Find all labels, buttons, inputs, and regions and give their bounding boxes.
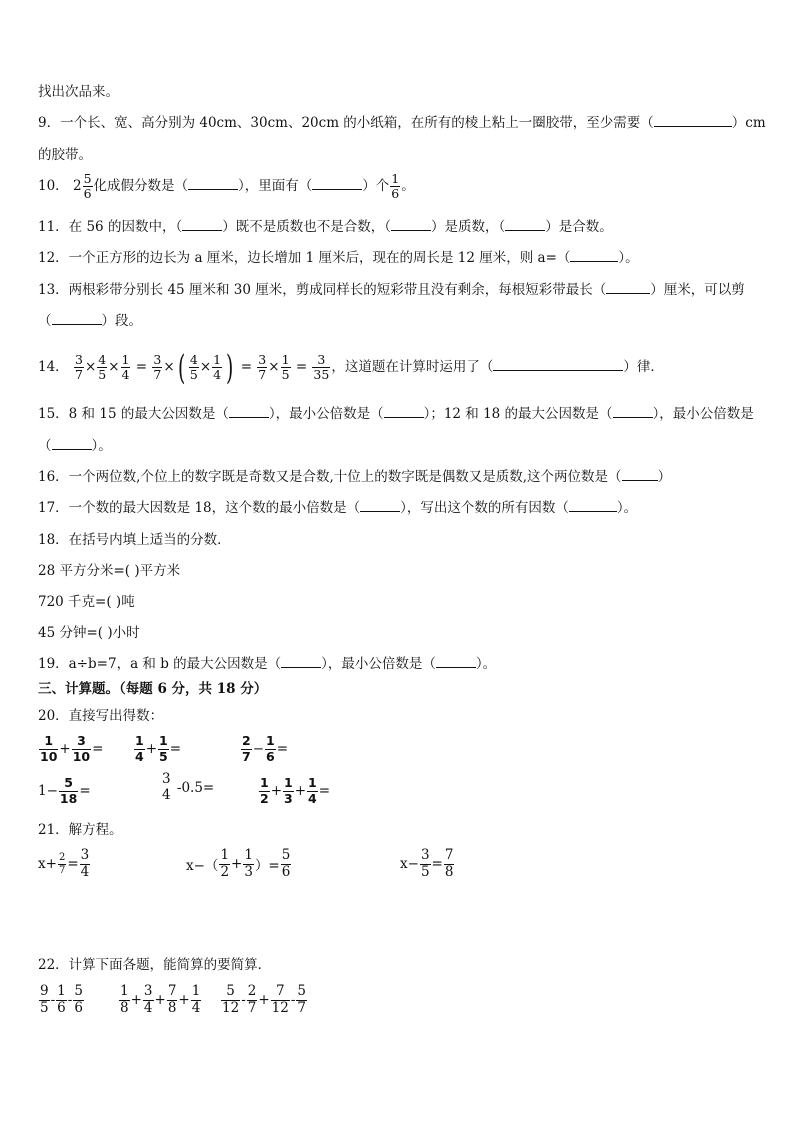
- question-20: 20．直接写出得数：: [38, 708, 164, 724]
- answer-blank[interactable]: [436, 655, 476, 668]
- fraction: $\frac{1}{6}$: [391, 170, 400, 201]
- question-17: 17．一个数的最大因数是 18，这个数的最小倍数是（ ），写出这个数的所有因数（ ）。: [38, 500, 638, 516]
- answer-blank[interactable]: [384, 405, 424, 418]
- q18-line-3[interactable]: 45 分钟=( )小时: [38, 625, 140, 641]
- question-13: 13．两根彩带分别长 45 厘米和 30 厘米，剪成同样长的短彩带且没有剩余，每根短彩带最长（ ）厘米，可以剪: [38, 282, 745, 298]
- question-15-cont: （ ）。: [38, 438, 112, 454]
- question-16: 16．一个两位数,个位上的数字既是奇数又是合数,十位上的数字既是偶数又是质数,这个两位数是（ ）: [38, 469, 672, 485]
- q21-equation-2: x−（ $\frac{1}{2}$ + $\frac{1}{3}$ ）= $\frac{5}{6}$: [186, 847, 291, 880]
- answer-blank[interactable]: [188, 177, 238, 190]
- q18-line-2[interactable]: 720 千克=( )吨: [38, 594, 135, 610]
- section-3-title: 三、计算题。（每题 6 分，共 18 分）: [38, 681, 268, 697]
- question-14: 14． $\frac{3}{7}$ × $\frac{4}{5}$ × $\frac{1}{4}$ = $\frac{3}{7}$ ×( $\frac{4}{5}$ × $\frac{1}{4}$ ) = $\frac{3}{7}$ × $\frac{1}{5}$ = $\frac{3}{35}$ ，这道题在计算时运用了（ ）律．: [38, 347, 664, 388]
- q21-equation-1: x+ $\frac{2}{7}$ = $\frac{3}{4}$: [38, 847, 90, 880]
- question-13-cont: （ ）段。: [38, 313, 142, 329]
- answer-blank[interactable]: [505, 218, 545, 231]
- answer-blank[interactable]: [654, 114, 732, 127]
- question-22: 22．计算下面各题，能简算的要简算．: [38, 957, 272, 973]
- q22-expr-2: $\frac{1}{8}$ + $\frac{3}{4}$ + $\frac{7}{8}$ + $\frac{1}{4}$: [120, 983, 201, 1016]
- answer-blank[interactable]: [52, 437, 92, 450]
- q18-line-1[interactable]: 28 平方分米=( )平方米: [38, 563, 181, 579]
- answer-blank[interactable]: [312, 177, 362, 190]
- question-11: 11．在 56 的因数中，（ ）既不是质数也不是合数，（ ）是质数，（ ）是合数。: [38, 219, 613, 235]
- question-9-cont: 的胶带。: [38, 147, 92, 163]
- question-10: 10． 2 $\frac{5}{6}$ 化成假分数是（ ），里面有（ ）个 $\frac{1}{6}$ 。: [38, 170, 415, 201]
- answer-blank[interactable]: [622, 468, 658, 481]
- answer-blank[interactable]: [493, 358, 623, 371]
- question-9: 9．一个长、宽、高分别为 40cm、30cm、20cm 的小纸箱，在所有的棱上粘上一圈胶带，至少需要（ ）cm: [38, 115, 766, 131]
- q20-expr-2: $\frac{1}{4}$ + $\frac{1}{5}$ =: [135, 733, 182, 764]
- question-21: 21．解方程。: [38, 822, 123, 838]
- answer-blank[interactable]: [281, 655, 321, 668]
- answer-blank[interactable]: [229, 405, 269, 418]
- fraction: $\frac{5}{6}$: [83, 170, 92, 201]
- answer-blank[interactable]: [182, 218, 222, 231]
- answer-blank[interactable]: [360, 499, 400, 512]
- question-15: 15．8 和 15 的最大公因数是（ ），最小公倍数是（ ）；12 和 18 的最大公因数是（ ），最小公倍数是: [38, 406, 754, 422]
- q20-expr-4: 1− $\frac{5}{18}$ =: [38, 775, 91, 806]
- answer-blank[interactable]: [569, 499, 617, 512]
- answer-blank[interactable]: [570, 249, 618, 262]
- q22-expr-3: $\frac{5}{12}$ - $\frac{2}{7}$ + $\frac{7}{12}$ - $\frac{5}{7}$: [222, 983, 306, 1016]
- answer-blank[interactable]: [391, 218, 431, 231]
- answer-blank[interactable]: [613, 405, 653, 418]
- answer-blank[interactable]: [606, 281, 650, 294]
- question-19: 19．a÷b=7，a 和 b 的最大公因数是（ ），最小公倍数是（ ）。: [38, 656, 497, 672]
- q20-expr-1: $\frac{1}{10}$ + $\frac{3}{10}$ =: [40, 733, 104, 764]
- q21-equation-3: x− $\frac{3}{5}$ = $\frac{7}{8}$: [400, 847, 454, 880]
- q22-expr-1: $\frac{9}{5}$ - $\frac{1}{6}$ - $\frac{5}{6}$: [40, 983, 83, 1016]
- answer-blank[interactable]: [52, 312, 102, 325]
- q20-expr-3: $\frac{2}{7}$ − $\frac{1}{6}$ =: [242, 733, 289, 764]
- question-12: 12．一个正方形的边长为 a 厘米，边长增加 1 厘米后，现在的周长是 12 厘米，则 a=（ ）。: [38, 250, 639, 266]
- q20-expr-6: $\frac{1}{2}$ + $\frac{1}{3}$ + $\frac{1}{4}$ =: [260, 775, 331, 806]
- q20-expr-5: 3 4 -0.5=: [162, 771, 215, 803]
- question-18: 18．在括号内填上适当的分数．: [38, 532, 231, 548]
- q8-tail: 找出次品来。: [38, 84, 119, 100]
